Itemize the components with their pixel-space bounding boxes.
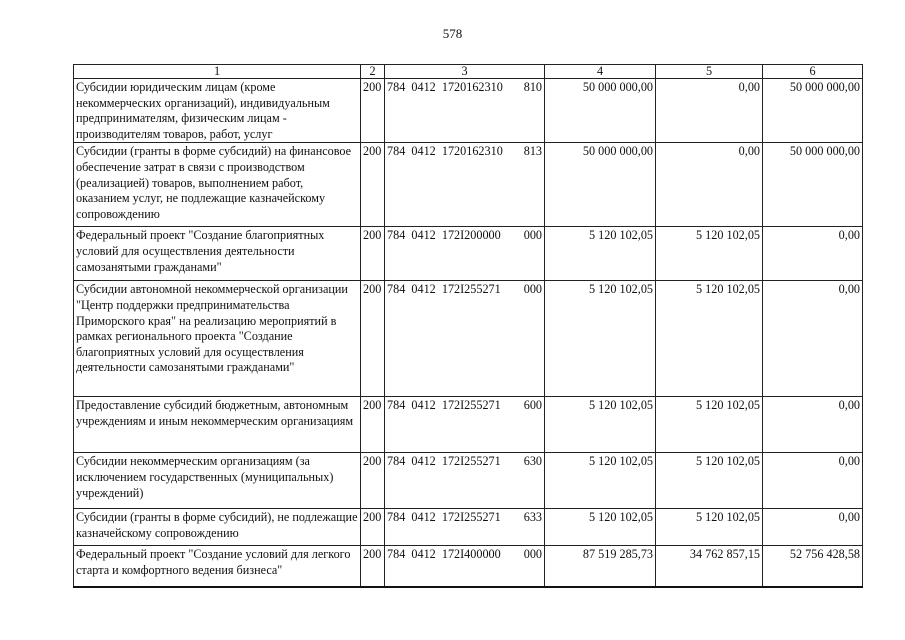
- column-header-1: 1: [74, 65, 361, 79]
- row-code-type: 810: [523, 80, 542, 94]
- row-col5: 34 762 857,15: [656, 546, 763, 587]
- row-code: [385, 227, 545, 281]
- row-code-main: 784 0412 1720162310: [387, 80, 503, 94]
- column-header-5: 5: [656, 65, 763, 79]
- column-header-6: 6: [763, 65, 863, 79]
- row-col6: 50 000 000,00: [763, 143, 863, 227]
- row-col2: 200: [361, 143, 385, 227]
- row-col4: 5 120 102,05: [545, 281, 656, 397]
- row-code: [385, 509, 545, 546]
- row-name: Субсидии автономной некоммерческой организации "Центр поддержки предпринимательства Приморского края" на реализацию мероприятий в рамках регионального проекта "Создание благоприятных условий для осуществления деятельности самозанятыми гражданами": [74, 281, 361, 397]
- row-code-type: 630: [523, 454, 542, 469]
- row-code: [385, 79, 545, 143]
- column-header-4: 4: [545, 65, 656, 79]
- table-row: [74, 281, 863, 397]
- row-col4: 5 120 102,05: [545, 453, 656, 509]
- row-name: Субсидии (гранты в форме субсидий), не подлежащие казначейскому сопровождению: [74, 509, 361, 546]
- row-col5: 5 120 102,05: [656, 227, 763, 281]
- table-row: [74, 227, 863, 281]
- row-col4: 50 000 000,00: [545, 143, 656, 227]
- row-name: Предоставление субсидий бюджетным, автономным учреждениям и иным некоммерческим организациям: [74, 397, 361, 453]
- row-code-main: 784 0412 172I400000: [387, 547, 501, 562]
- row-code-main: 784 0412 172I255271: [387, 510, 501, 525]
- row-name: Субсидии некоммерческим организациям (за исключением государственных (муниципальных) учреждений): [74, 453, 361, 509]
- row-code-type: 000: [523, 282, 542, 297]
- table-row: [74, 509, 863, 546]
- row-col6: 52 756 428,58: [763, 546, 863, 587]
- row-code-main: 784 0412 172I255271: [387, 454, 501, 469]
- row-col5: 0,00: [656, 143, 763, 227]
- table-row: [74, 143, 863, 227]
- row-col5: 5 120 102,05: [656, 509, 763, 546]
- column-header-3: 3: [385, 65, 545, 79]
- row-col4: 5 120 102,05: [545, 509, 656, 546]
- row-code-type: 600: [523, 398, 542, 413]
- row-code-main: 784 0412 172I255271: [387, 398, 501, 413]
- row-col4: 87 519 285,73: [545, 546, 656, 587]
- row-name: Федеральный проект "Создание благоприятных условий для осуществления деятельности самозанятыми гражданами": [74, 227, 361, 281]
- row-code-type: 813: [523, 144, 542, 159]
- budget-table: [73, 64, 863, 588]
- row-col2: 200: [361, 397, 385, 453]
- table-row: [74, 546, 863, 587]
- row-col2: 200: [361, 281, 385, 397]
- row-col6: 0,00: [763, 453, 863, 509]
- table-row: [74, 453, 863, 509]
- row-name: Федеральный проект "Создание условий для легкого старта и комфортного ведения бизнеса": [74, 546, 361, 587]
- row-col5: 5 120 102,05: [656, 453, 763, 509]
- row-code: [385, 281, 545, 397]
- row-col5: 5 120 102,05: [656, 281, 763, 397]
- row-col2: 200: [361, 546, 385, 587]
- row-col2: 200: [361, 79, 385, 143]
- row-col4: 50 000 000,00: [545, 79, 656, 143]
- row-name: Субсидии юридическим лицам (кроме некоммерческих организаций), индивидуальным предпринимателям, физическим лицам - производителям товаров, работ, услуг: [74, 79, 361, 143]
- row-code-main: 784 0412 172I200000: [387, 228, 501, 243]
- row-col6: 50 000 000,00: [763, 79, 863, 143]
- row-col4: 5 120 102,05: [545, 397, 656, 453]
- row-code: [385, 397, 545, 453]
- row-col2: 200: [361, 453, 385, 509]
- row-col5: 5 120 102,05: [656, 397, 763, 453]
- row-code-main: 784 0412 172I255271: [387, 282, 501, 297]
- page-number: 578: [442, 26, 463, 41]
- row-col4: 5 120 102,05: [545, 227, 656, 281]
- row-code-type: 000: [523, 547, 542, 562]
- row-code-main: 784 0412 1720162310: [387, 144, 503, 159]
- row-code-type: 633: [523, 510, 542, 525]
- row-code: [385, 453, 545, 509]
- row-col6: 0,00: [763, 281, 863, 397]
- table-row: [74, 397, 863, 453]
- row-name: Субсидии (гранты в форме субсидий) на финансовое обеспечение затрат в связи с производством (реализацией) товаров, выполнением работ, оказанием услуг, не подлежащие казначейскому сопровождению: [74, 143, 361, 227]
- row-col5: 0,00: [656, 79, 763, 143]
- header-row: [74, 65, 863, 79]
- row-col6: 0,00: [763, 397, 863, 453]
- row-col6: 0,00: [763, 227, 863, 281]
- row-col6: 0,00: [763, 509, 863, 546]
- table-row: [74, 79, 863, 143]
- column-header-2: 2: [361, 65, 385, 79]
- row-code: [385, 143, 545, 227]
- row-col2: 200: [361, 227, 385, 281]
- row-code: [385, 546, 545, 587]
- row-col2: 200: [361, 509, 385, 546]
- row-code-type: 000: [523, 228, 542, 243]
